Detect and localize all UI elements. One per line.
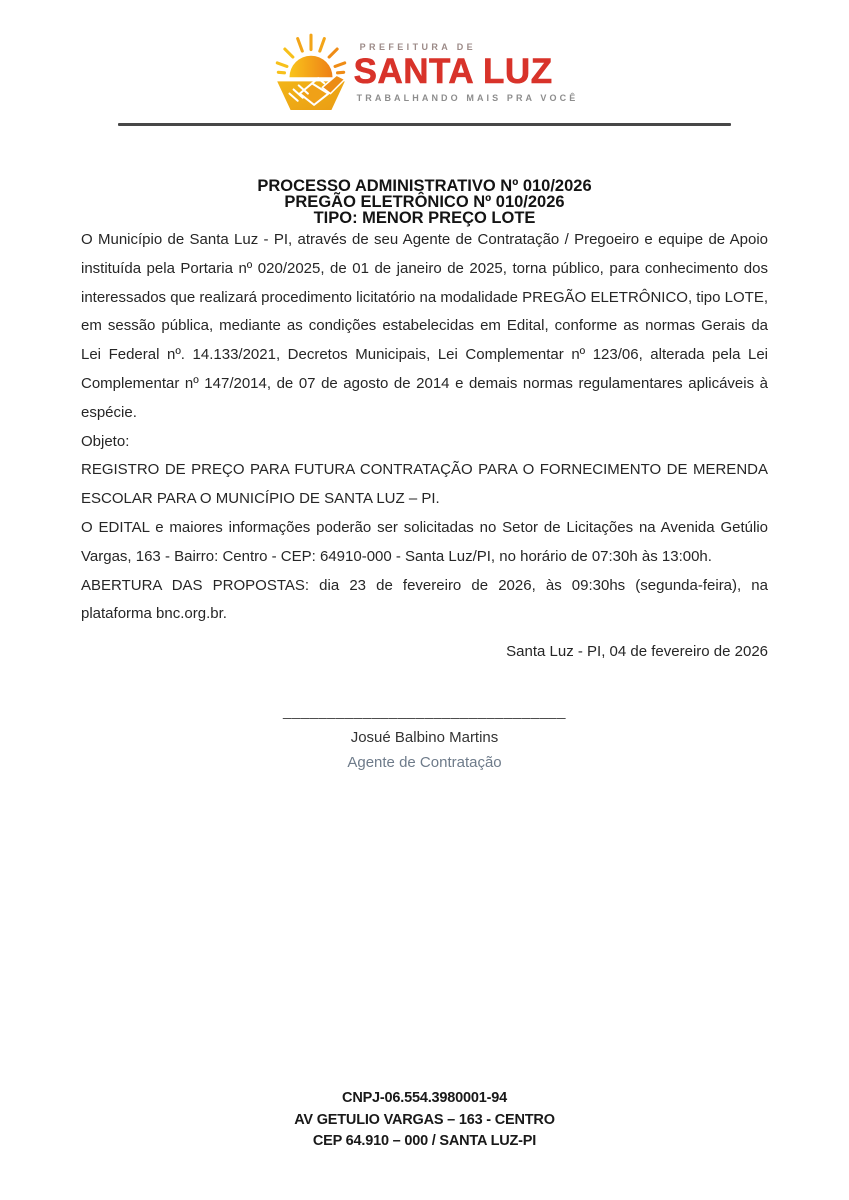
title-line-tipo: TIPO: MENOR PREÇO LOTE (313, 209, 536, 227)
logo-text (354, 26, 579, 103)
document-title (0, 178, 849, 226)
header-divider (118, 123, 731, 126)
city-date-line: Santa Luz - PI, 04 de fevereiro de 2026 (506, 643, 768, 660)
signature-rule: ________________________________ (283, 703, 566, 720)
signer-name: Josué Balbino Martins (350, 729, 499, 746)
title-line-pregao: PREGÃO ELETRÔNICO Nº 010/2026 (284, 193, 565, 211)
city-hall-logo (0, 0, 849, 110)
title-line-processo: PROCESSO ADMINISTRATIVO Nº 010/2026 (257, 177, 592, 195)
document-footer (0, 1088, 849, 1153)
abertura-paragraph: ABERTURA DAS PROPOSTAS: dia 23 de fevereiro de 2026, às 09:30hs (segunda-feira), na plataforma bnc.org.br. (81, 576, 768, 623)
footer-address: AV GETULIO VARGAS – 163 - CENTRO (294, 1111, 555, 1128)
intro-paragraph: O Município de Santa Luz - PI, através de seu Agente de Contratação / Pregoeiro e equipe de Apoio instituída pela Portaria nº 020/2025, de 01 de janeiro de 2025, torna público, para conhecimento dos interessados que realizará procedimento licitatório na modalidade PREGÃO ELETRÔNICO, tipo LOTE, em sessão pública, mediante as condições estabelecidas em Edital, conforme as normas Gerais da Lei Federal nº. 14.133/2021, Decretos Municipais, Lei Complementar nº 123/06, alterada pela Lei Complementar nº 147/2014, de 07 de agosto de 2014 e demais normas regulamentares aplicáveis à espécie. (81, 231, 768, 421)
object-paragraph (81, 428, 768, 514)
object-text: REGISTRO DE PREÇO PARA FUTURA CONTRATAÇÃO PARA O FORNECIMENTO DE MERENDA ESCOLAR PARA O MUNICÍPIO DE SANTA LUZ – PI. (81, 461, 768, 508)
footer-cep: CEP 64.910 – 000 / SANTA LUZ-PI (312, 1133, 537, 1149)
signature-block (0, 704, 849, 773)
edital-paragraph: O EDITAL e maiores informações poderão ser solicitadas no Setor de Licitações na Avenida Getúlio Vargas, 163 - Bairro: Centro - CEP: 64910-000 - Santa Luz/PI, no horário de 07:30h às 13:00h. (81, 518, 768, 565)
document-body (81, 226, 768, 629)
logo-pretitle: PREFEITURA DE (359, 42, 477, 52)
object-label: Objeto: (81, 432, 130, 450)
sun-handshake-icon (271, 26, 351, 110)
logo-title: SANTA LUZ (353, 52, 553, 91)
logo-tagline: TRABALHANDO MAIS PRA VOCÊ (356, 92, 579, 103)
footer-cnpj: CNPJ-06.554.3980001-94 (342, 1090, 507, 1106)
signer-role: Agente de Contratação (347, 754, 502, 771)
